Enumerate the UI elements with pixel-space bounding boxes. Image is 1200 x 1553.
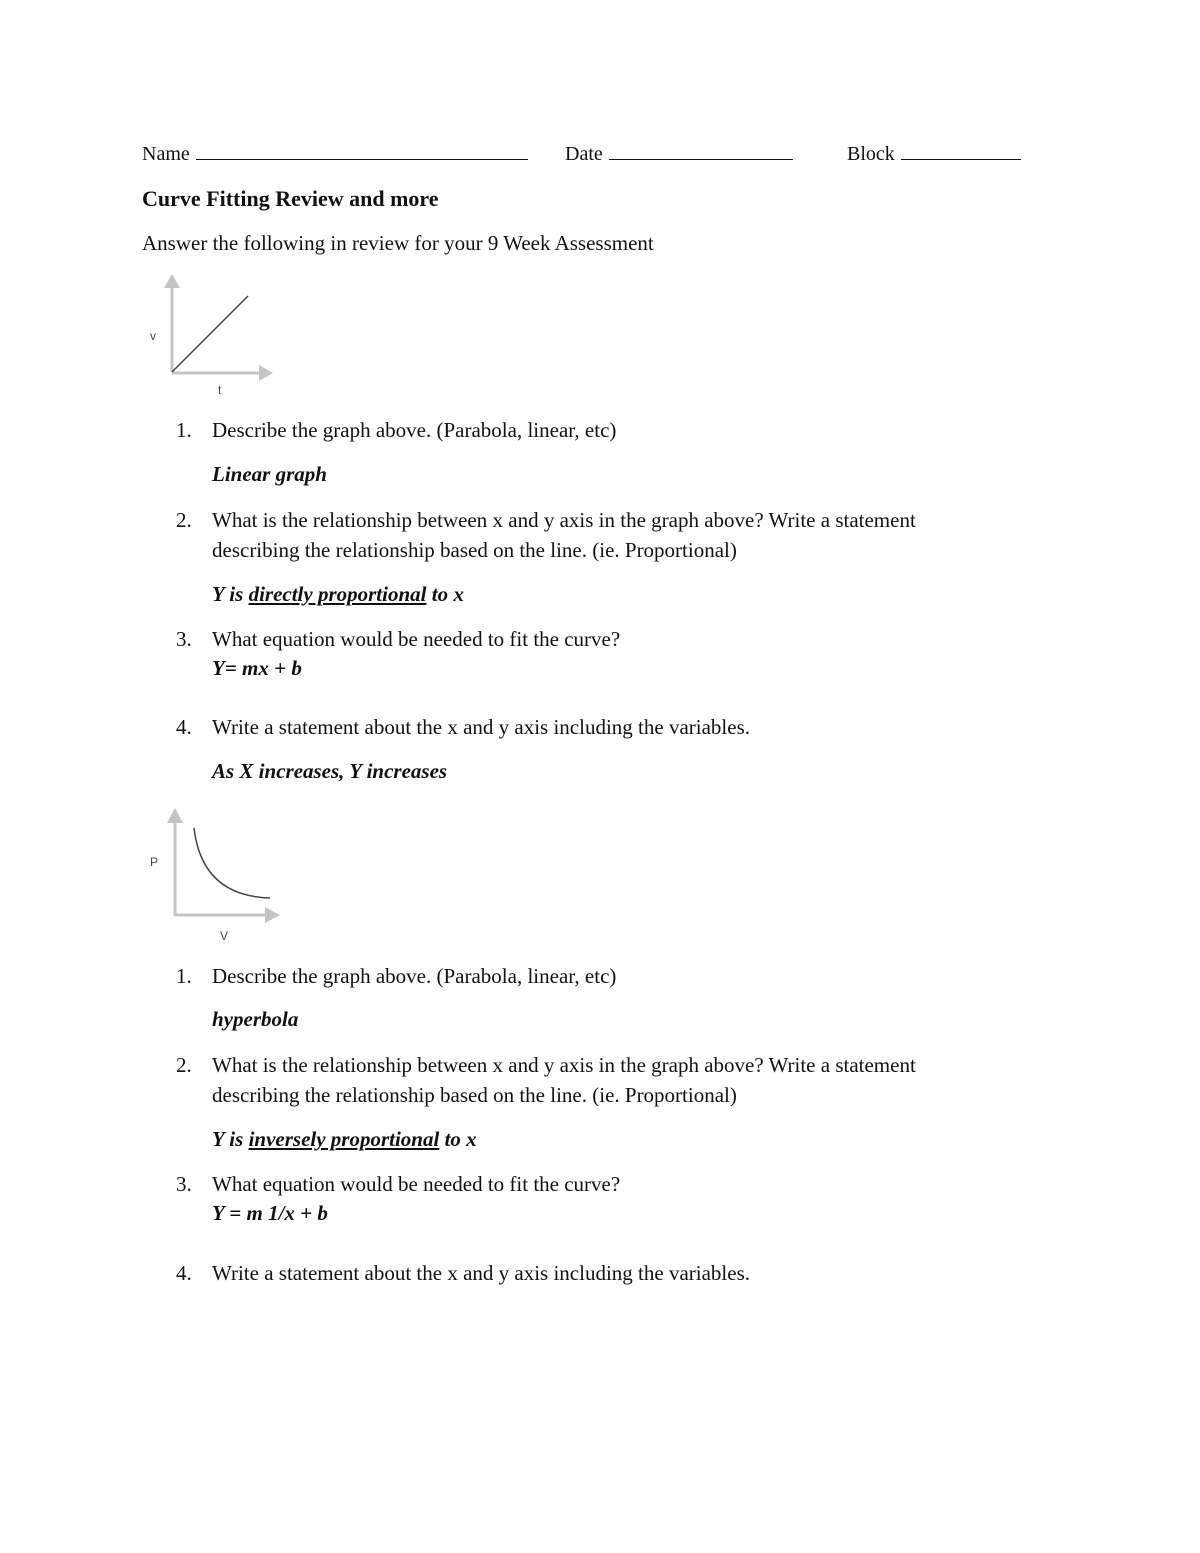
s2-q1-text: Describe the graph above. (Parabola, linear, etc) [212, 964, 617, 988]
graph1-x-arrow [259, 365, 273, 381]
hyperbola-graph [140, 800, 290, 946]
graph1-y-label: v [150, 329, 156, 343]
s1-q3-answer: Y= mx + b [212, 656, 302, 680]
s2-q2-answer-pre: Y is [212, 1127, 249, 1151]
s2-q2-text-line2: describing the relationship based on the line. (ie. Proportional) [212, 1083, 737, 1107]
block-field [847, 141, 1021, 166]
name-label: Name [142, 143, 190, 165]
block-label: Block [847, 143, 895, 165]
graph1-x-label: t [218, 383, 222, 397]
s1-q2-answer-underlined: directly proportional [248, 582, 427, 606]
block-blank-line[interactable] [901, 141, 1021, 160]
s2-q4-text: Write a statement about the x and y axis including the variables. [212, 1261, 750, 1285]
s1-q1-answer: Linear graph [212, 462, 327, 486]
date-field [565, 141, 793, 166]
linear-graph [140, 268, 290, 400]
s1-q2-answer-post: to x [426, 582, 464, 606]
s2-q3-number: 3. [176, 1172, 192, 1196]
graph2-x-arrow [265, 907, 280, 923]
s1-q4-answer: As X increases, Y increases [212, 759, 448, 783]
s1-q2-number: 2. [176, 508, 192, 532]
s2-q3-answer: Y = m 1/x + b [212, 1201, 328, 1225]
graph1-y-arrow [164, 274, 180, 288]
s1-q1-number: 1. [176, 418, 192, 442]
s2-q2-answer [212, 1127, 477, 1152]
s2-q2-text-line1: What is the relationship between x and y axis in the graph above? Write a statement [212, 1053, 916, 1077]
s1-q1-text: Describe the graph above. (Parabola, linear, etc) [212, 418, 617, 442]
intro-text: Answer the following in review for your 9 Week Assessment [142, 231, 654, 255]
s1-q2-text-line1: What is the relationship between x and y axis in the graph above? Write a statement [212, 508, 916, 532]
graph2-curve [194, 828, 270, 898]
name-field [142, 141, 528, 166]
graph1-line [172, 296, 248, 372]
s2-q3-text: What equation would be needed to fit the curve? [212, 1172, 621, 1196]
s1-q2-text-line2: describing the relationship based on the line. (ie. Proportional) [212, 538, 737, 562]
s2-q4-number: 4. [176, 1261, 192, 1285]
s1-q3-text: What equation would be needed to fit the curve? [212, 627, 621, 651]
s2-q1-number: 1. [176, 964, 192, 988]
graph2-y-arrow [167, 808, 183, 823]
date-blank-line[interactable] [609, 141, 793, 160]
s2-q2-answer-post: to x [439, 1127, 477, 1151]
s1-q4-text: Write a statement about the x and y axis including the variables. [212, 715, 750, 739]
graph2-y-label: P [150, 855, 159, 869]
s2-q1-answer: hyperbola [212, 1007, 299, 1031]
s1-q3-number: 3. [176, 627, 192, 651]
s2-q2-number: 2. [176, 1053, 192, 1077]
s1-q4-number: 4. [176, 715, 192, 739]
name-blank-line[interactable] [196, 141, 528, 160]
graph2-x-label: V [220, 929, 229, 943]
page-title: Curve Fitting Review and more [142, 186, 439, 211]
s1-q2-answer [212, 582, 464, 607]
s2-q2-answer-underlined: inversely proportional [248, 1127, 440, 1151]
date-label: Date [565, 143, 603, 165]
s1-q2-answer-pre: Y is [212, 582, 249, 606]
